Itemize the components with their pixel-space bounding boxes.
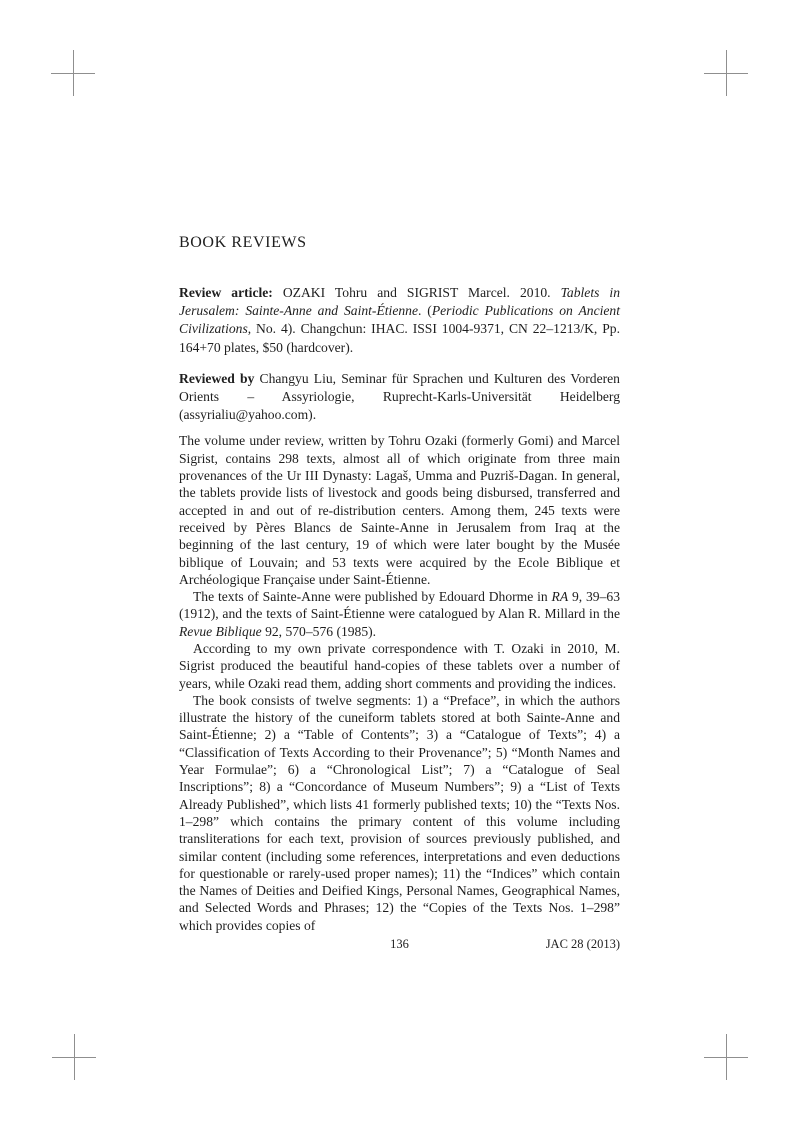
paragraph-5: According to my own private correspondence with T. Ozaki in 2010, M. Sigrist produced the beautiful hand-copies of these tablets over a number of years, while Ozaki read them, adding short comments and providing the indices. xyxy=(179,640,620,691)
section-header: BOOK REVIEWS xyxy=(179,234,307,251)
article xyxy=(179,233,620,934)
page-footer xyxy=(179,937,620,953)
crop-mark-top-right-icon xyxy=(704,50,748,96)
page-number: 136 xyxy=(390,937,409,951)
journal-reference: JAC 28 (2013) xyxy=(545,937,620,951)
crop-mark-bottom-left-icon xyxy=(52,1034,96,1080)
crop-mark-top-left-icon xyxy=(51,50,95,96)
article-body xyxy=(179,284,620,934)
crop-mark-bottom-right-icon xyxy=(704,1034,748,1080)
paragraph-1: Review article: OZAKI Tohru and SIGRIST Marcel. 2010. Tablets in Jerusalem: Sainte-Anne and Saint-Étienne. (Periodic Publications on Ancient Civilizations, No. 4). Changchun: IHAC. ISSI 1004-9371, CN 22–1213/K, Pp. 164+70 plates, $50 (hardcover). xyxy=(179,285,621,355)
paragraph-2: Reviewed by Changyu Liu, Seminar für Sprachen und Kulturen des Vorderen Orients – Assyriologie, Ruprecht-Karls-Universität Heidelberg (assyrialiu@yahoo.com). xyxy=(179,370,620,423)
paragraph-6: The book consists of twelve segments: 1) a “Preface”, in which the authors illustrate the history of the cuneiform tablets stored at both Sainte-Anne and Saint-Étienne; 2) a “Table of Contents”; 3) a “Catalogue of Texts”; 4) a “Classification of Texts According to their Provenance”; 5) “Month Names and Year Formulae”; 6) a “Chronological List”; 7) a “Catalogue of Seal Inscriptions”; 8) a “Concordance of Museum Numbers”; 9) a “List of Texts Already Published”, which lists 41 formerly published texts; 10) the “Texts Nos. 1–298” which contains the primary content of this volume including transliterations for each text, provision of sources previously published, and similar content (including some references, interpretations and even deductions for questionable or rarely-used proper names); 11) the “Indices” which contain the Names of Deities and Deified Kings, Personal Names, Geographical Names, and Selected Words and Phrases; 12) the “Copies of the Texts Nos. 1–298” which provides copies of xyxy=(179,692,620,933)
paragraph-3: The volume under review, written by Tohru Ozaki (formerly Gomi) and Marcel Sigrist, contains 298 texts, almost all of which originate from three main provenances of the Ur III Dynasty: Lagaš, Umma and Puzriš-Dagan. In general, the tablets provide lists of livestock and goods being disbursed, transferred and accepted in and out of re-distribution centers. Among them, 245 texts were received by Pères Blancs de Sainte-Anne in Jerusalem from Iraq at the beginning of the last century, 19 of which were later bought by the Musée biblique of Louvain; and 53 texts were acquired by the Ecole Biblique et Archéologique Française under Saint-Étienne. xyxy=(179,433,620,587)
paragraph-4: The texts of Sainte-Anne were published by Edouard Dhorme in RA 9, 39–63 (1912), and the texts of Saint-Étienne were catalogued by Alan R. Millard in the Revue Biblique 92, 570–576 (1985). xyxy=(179,589,620,639)
